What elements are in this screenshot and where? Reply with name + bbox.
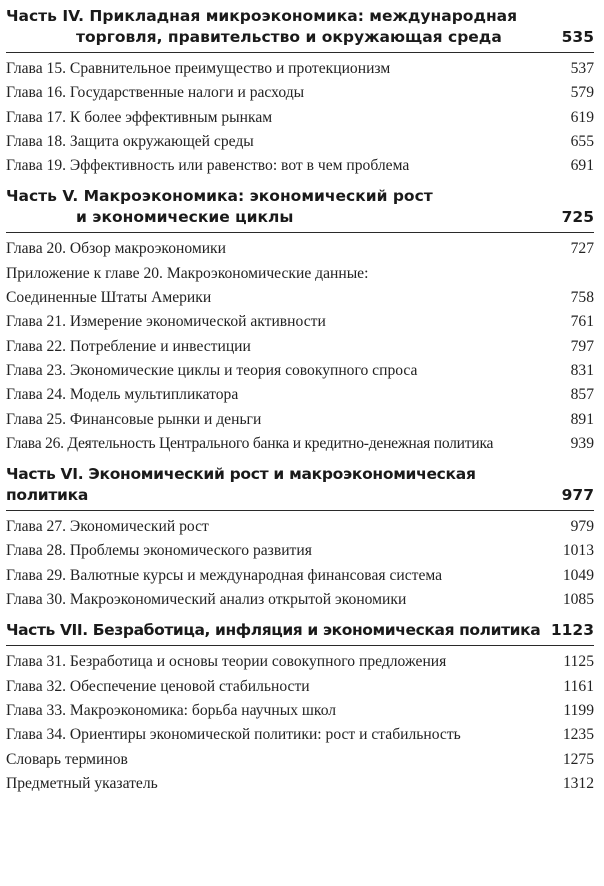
chapter-title: Глава 28. Проблемы экономического развития xyxy=(6,542,312,560)
part-title xyxy=(6,6,550,48)
chapter-title: Предметный указатель xyxy=(6,774,158,792)
toc-entry xyxy=(6,515,594,539)
part-title-line: Часть IV. Прикладная микроэкономика: международная xyxy=(6,7,518,25)
part-title-line: Часть VI. Экономический рост и макроэкономическая политика xyxy=(6,465,476,505)
toc-entry xyxy=(6,699,594,723)
toc-entry xyxy=(6,81,594,105)
part-page-number: 1123 xyxy=(550,621,594,640)
chapter-page: 979 xyxy=(570,518,594,536)
chapter-page: 1049 xyxy=(562,566,594,584)
toc-entry xyxy=(6,237,594,261)
part-title xyxy=(6,620,550,641)
part-title-line: Часть VII. Безработица, инфляция и экономическая политика xyxy=(6,621,541,640)
chapter-page: 1085 xyxy=(562,591,594,609)
toc-entry xyxy=(6,432,594,456)
toc-entry xyxy=(6,564,594,588)
chapter-page: 857 xyxy=(570,386,594,404)
chapter-title: Глава 31. Безработица и основы теории совокупного предложения xyxy=(6,653,447,671)
chapter-page: 1275 xyxy=(562,750,594,768)
chapter-page: 1013 xyxy=(562,542,594,560)
toc-entry xyxy=(6,359,594,383)
chapter-title: Глава 19. Эффективность или равенство: вот в чем проблема xyxy=(6,157,410,175)
toc-entry xyxy=(6,130,594,154)
chapter-title-line: Соединенные Штаты Америки xyxy=(6,289,212,307)
chapter-title: Словарь терминов xyxy=(6,750,128,768)
chapter-page: 655 xyxy=(570,132,594,150)
toc-entry xyxy=(6,772,594,796)
toc-entry xyxy=(6,588,594,612)
chapter-title: Глава 20. Обзор макроэкономики xyxy=(6,240,226,258)
divider xyxy=(6,645,594,646)
chapter-title-line: Приложение к главе 20. Макроэкономические данные: xyxy=(6,264,369,282)
chapter-title: Глава 32. Обеспечение ценовой стабильности xyxy=(6,677,310,695)
chapter-page: 1125 xyxy=(563,653,594,671)
chapter-page: 537 xyxy=(570,60,594,77)
chapter-title: Глава 21. Измерение экономической активности xyxy=(6,313,326,331)
chapter-title: Глава 24. Модель мультипликатора xyxy=(6,386,239,404)
chapter-title: Глава 29. Валютные курсы и международная финансовая система xyxy=(6,566,443,584)
toc-entry xyxy=(6,539,594,563)
toc-entry xyxy=(6,106,594,130)
part-title xyxy=(6,464,550,506)
chapter-page: 758 xyxy=(570,289,594,307)
toc-entry xyxy=(6,723,594,747)
chapter-page: 1235 xyxy=(562,726,594,744)
part-heading xyxy=(6,186,594,228)
chapter-page: 1199 xyxy=(563,701,594,719)
toc-entry xyxy=(6,335,594,359)
part-heading xyxy=(6,464,594,506)
part-heading xyxy=(6,6,594,48)
toc-entry xyxy=(6,748,594,772)
part-heading xyxy=(6,620,594,641)
part-page-number: 977 xyxy=(561,486,594,505)
toc-entry xyxy=(6,675,594,699)
chapter-page: 761 xyxy=(570,313,594,331)
chapter-title: Глава 27. Экономический рост xyxy=(6,518,209,536)
part-page-number: 535 xyxy=(561,28,594,46)
part-title-line: торговля, правительство и окружающая среда xyxy=(76,28,502,46)
chapter-title: Глава 33. Макроэкономика: борьба научных школ xyxy=(6,701,337,719)
toc-entry xyxy=(6,262,594,311)
toc-entry xyxy=(6,408,594,432)
chapter-title: Глава 15. Сравнительное преимущество и протекционизм xyxy=(6,60,391,77)
chapter-title: Глава 22. Потребление и инвестиции xyxy=(6,337,251,355)
chapter-title: Глава 23. Экономические циклы и теория совокупного спроса xyxy=(6,361,418,379)
part-title-line: Часть V. Макроэкономика: экономический рост xyxy=(6,187,433,206)
part-title-line: и экономические циклы xyxy=(76,208,294,227)
chapter-title xyxy=(6,262,550,311)
toc-entry xyxy=(6,57,594,81)
chapter-title: Глава 18. Защита окружающей среды xyxy=(6,132,254,150)
divider xyxy=(6,232,594,233)
toc-entry xyxy=(6,310,594,334)
chapter-page: 727 xyxy=(570,240,594,258)
part-title xyxy=(6,186,550,228)
chapter-page: 1161 xyxy=(563,677,594,695)
chapter-page: 797 xyxy=(570,337,594,355)
chapter-page: 691 xyxy=(570,157,594,175)
chapter-title: Глава 30. Макроэкономический анализ открытой экономики xyxy=(6,591,407,609)
chapter-title: Глава 17. К более эффективным рынкам xyxy=(6,108,273,126)
table-of-contents xyxy=(6,6,594,796)
toc-entry xyxy=(6,650,594,674)
chapter-page: 939 xyxy=(570,434,594,452)
chapter-title: Глава 16. Государственные налоги и расходы xyxy=(6,84,305,102)
chapter-page: 619 xyxy=(570,108,594,126)
chapter-title: Глава 25. Финансовые рынки и деньги xyxy=(6,410,262,428)
part-page-number: 725 xyxy=(561,208,594,227)
chapter-page: 831 xyxy=(570,361,594,379)
chapter-page: 1312 xyxy=(562,774,594,792)
toc-entry xyxy=(6,383,594,407)
chapter-page: 891 xyxy=(570,410,594,428)
divider xyxy=(6,510,594,511)
toc-entry xyxy=(6,154,594,178)
chapter-title: Глава 26. Деятельность Центрального банка и кредитно-денежная политика xyxy=(6,434,494,452)
divider xyxy=(6,52,594,53)
chapter-title: Глава 34. Ориентиры экономической политики: рост и стабильность xyxy=(6,726,461,744)
chapter-page: 579 xyxy=(570,84,594,102)
